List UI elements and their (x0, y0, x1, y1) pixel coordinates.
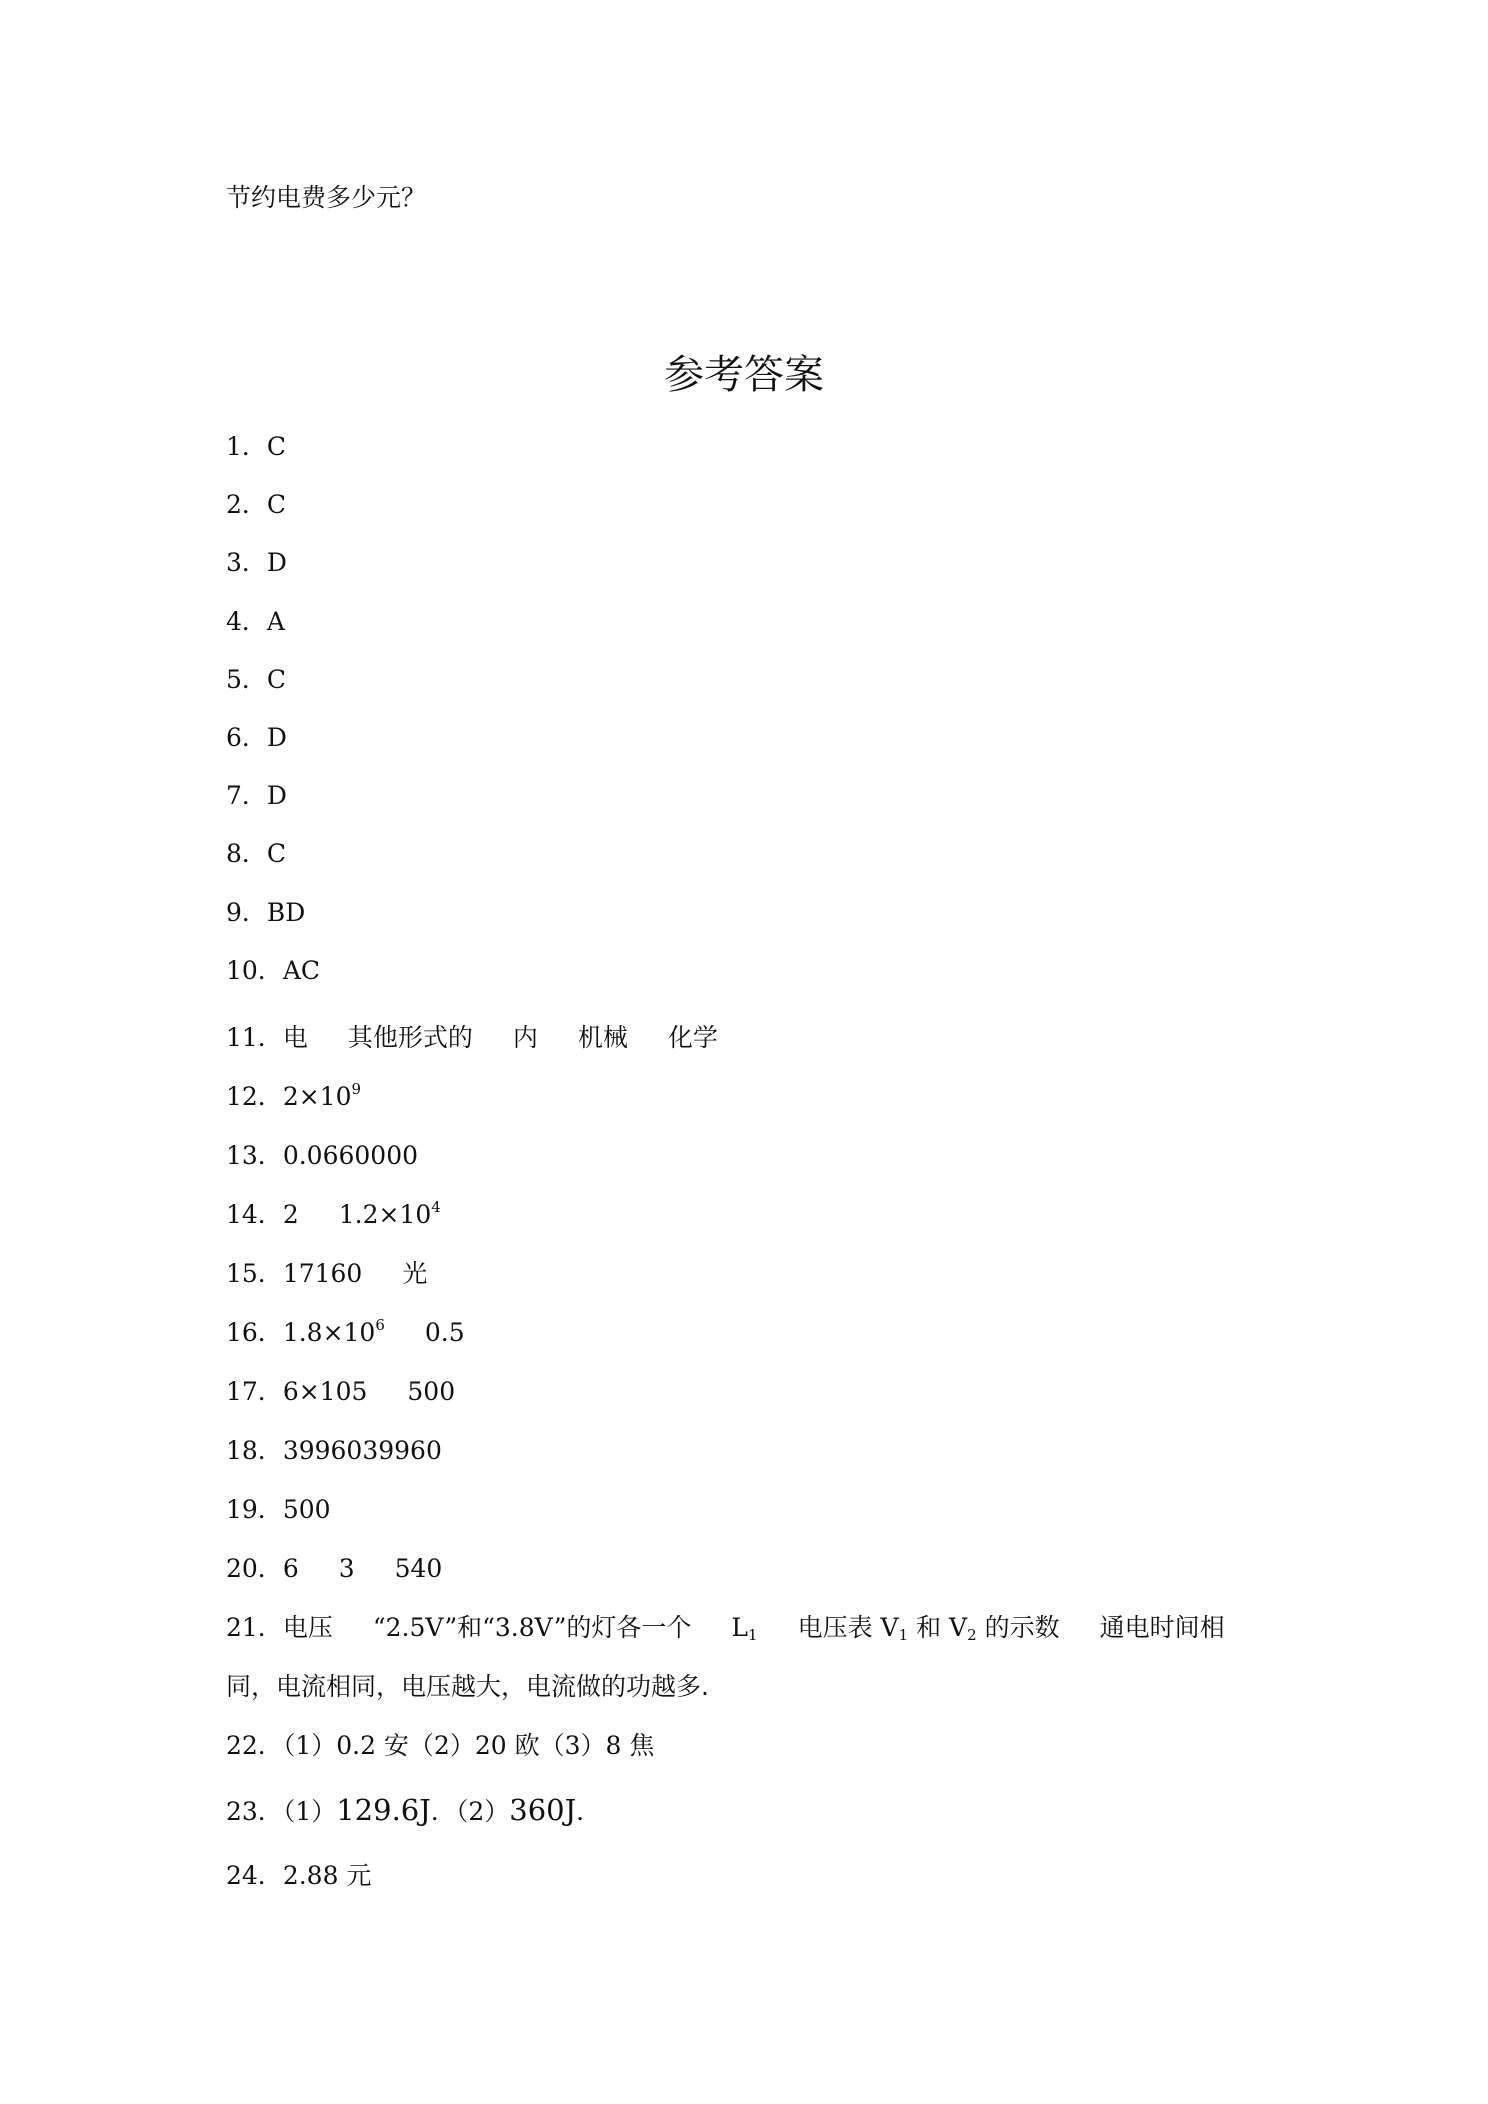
answer-number: 20． (226, 1554, 283, 1583)
answer-number: 3． (226, 548, 267, 577)
answer-number: 10． (226, 956, 283, 985)
answer-number: 12． (226, 1082, 283, 1111)
answer-19-value: 500 (282, 1495, 331, 1524)
answer-value: C (266, 490, 287, 519)
answer-16-value-1: 1.8×10 (282, 1318, 376, 1347)
answer-value: C (266, 665, 287, 694)
page-title: 参考答案 (664, 352, 824, 398)
answer-value: D (266, 548, 287, 577)
answer-4 (226, 606, 285, 638)
answer-21 (226, 1612, 1225, 1644)
answer-3 (226, 547, 287, 579)
answer-14-value-1: 2 (282, 1200, 299, 1229)
answer-20-value-1: 6 (282, 1554, 299, 1583)
answer-7 (226, 780, 287, 812)
answer-10 (226, 955, 320, 987)
answer-21-part-2: “2.5V”和“3.8V”的灯各一个 (372, 1613, 692, 1642)
answer-11-part-3: 内 (512, 1023, 538, 1052)
answer-5 (226, 664, 286, 696)
answer-23-part-1: （1） (282, 1797, 337, 1826)
answer-9 (226, 897, 305, 929)
answer-24 (226, 1860, 371, 1892)
answer-13-value: 0.0660000 (282, 1141, 419, 1170)
answer-number: 1． (226, 432, 267, 461)
answer-number: 2． (226, 490, 267, 519)
answer-value: D (266, 723, 287, 752)
carryover-question-text: 节约电费多少元？ (226, 183, 427, 212)
answer-21-subscript: 1 (898, 1626, 909, 1644)
answer-20-value-2: 3 (338, 1554, 355, 1583)
answer-number: 6． (226, 723, 267, 752)
answer-16 (226, 1317, 465, 1349)
answer-12-value: 2×10 (282, 1082, 352, 1111)
answer-17 (226, 1376, 455, 1408)
answer-17-value-2: 500 (407, 1377, 456, 1406)
answer-number: 23． (226, 1797, 283, 1826)
answer-value: BD (266, 898, 306, 927)
answer-17-value-1: 6×105 (282, 1377, 368, 1406)
answer-21-subscript: 1 (748, 1626, 758, 1644)
answer-15-value-2: 光 (402, 1259, 428, 1288)
answer-14 (226, 1199, 441, 1231)
answer-number: 16． (226, 1318, 283, 1347)
answer-number: 17． (226, 1377, 283, 1406)
answer-16-exponent: 6 (375, 1316, 385, 1334)
answer-14-value-2: 1.2×10 (338, 1200, 432, 1229)
answer-13 (226, 1140, 418, 1172)
answer-12 (226, 1081, 361, 1113)
answer-11-part-4: 机械 (577, 1023, 628, 1052)
answer-16-value-2: 0.5 (424, 1318, 465, 1347)
answer-11 (226, 1022, 718, 1054)
answer-number: 21． (226, 1613, 283, 1642)
answer-2 (226, 489, 286, 521)
answer-15-value-1: 17160 (282, 1259, 363, 1288)
answer-21-part-4b: 和 V (908, 1613, 968, 1642)
answer-23-part-3: ． (576, 1797, 602, 1826)
answer-number: 19． (226, 1495, 283, 1524)
answer-21-part-4a: 电压表 V (797, 1613, 899, 1642)
answer-value: C (266, 432, 287, 461)
answer-18-value: 3996039960 (282, 1436, 442, 1465)
answer-6 (226, 722, 287, 754)
answer-8 (226, 838, 286, 870)
answer-24-value: 2.88 元 (282, 1861, 372, 1890)
answer-number: 22． (226, 1731, 283, 1760)
answer-number: 15． (226, 1259, 283, 1288)
answer-21-part-4c: 的示数 (976, 1613, 1060, 1642)
answer-number: 7． (226, 781, 267, 810)
answer-22-value: （1）0.2 安（2）20 欧（3）8 焦 (282, 1731, 655, 1760)
answer-21-part-5: 通电时间相 (1099, 1613, 1225, 1642)
answer-20 (226, 1553, 442, 1585)
answer-number: 4． (226, 607, 267, 636)
answer-number: 8． (226, 839, 267, 868)
answer-1 (226, 431, 286, 463)
answer-number: 5． (226, 665, 267, 694)
answer-number: 24． (226, 1861, 283, 1890)
answer-23-part-2: ．（2） (430, 1797, 510, 1826)
answer-22 (226, 1730, 654, 1762)
answer-19 (226, 1494, 331, 1526)
answer-value: AC (282, 956, 320, 985)
answer-21-continuation: 同，电流相同，电压越大，电流做的功越多. (226, 1672, 709, 1701)
answer-value: C (266, 839, 287, 868)
answer-12-exponent: 9 (351, 1080, 362, 1098)
answer-11-part-1: 电 (282, 1023, 308, 1052)
answer-number: 14． (226, 1200, 283, 1229)
answer-number: 13． (226, 1141, 283, 1170)
answer-23-value-2: 360J (509, 1793, 577, 1827)
answer-number: 11． (226, 1023, 283, 1052)
answer-23-value-1: 129.6J (336, 1793, 431, 1827)
answer-number: 18． (226, 1436, 283, 1465)
answer-14-exponent: 4 (431, 1198, 441, 1216)
answer-21-subscript: 2 (967, 1626, 977, 1644)
answer-11-part-5: 化学 (667, 1023, 718, 1052)
answer-11-part-2: 其他形式的 (347, 1023, 473, 1052)
answer-value: D (266, 781, 287, 810)
answer-21-part-3: L (731, 1613, 749, 1642)
answer-20-value-3: 540 (394, 1554, 443, 1583)
answer-18 (226, 1435, 442, 1467)
answer-number: 9． (226, 898, 267, 927)
answer-value: A (266, 607, 285, 636)
answer-23 (226, 1794, 601, 1828)
answer-15 (226, 1258, 427, 1290)
answer-21-part-1: 电压 (282, 1613, 333, 1642)
